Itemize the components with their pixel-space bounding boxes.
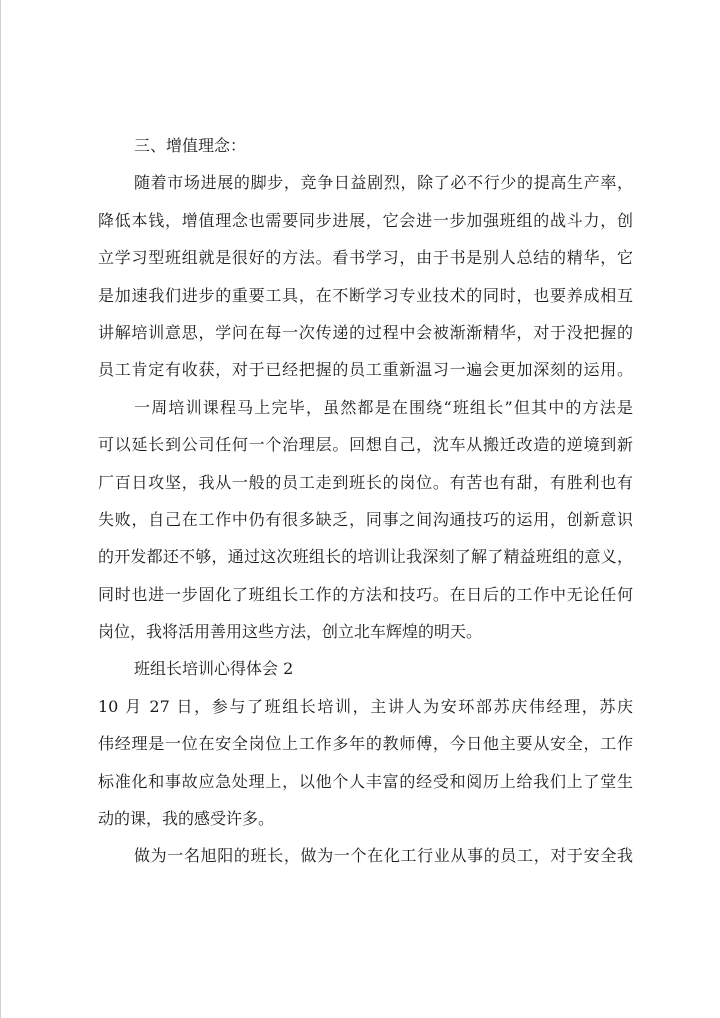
paragraph-line: 岗位，我将活用善用这些方法，创立北车辉煌的明天。: [98, 622, 483, 642]
paragraph-line: 伟经理是一位在安全岗位上工作多年的教师傅，今日他主要从安全，工作: [98, 734, 633, 754]
section-title: 班组长培训心得体会 2: [134, 659, 294, 679]
paragraph-line: 动的课，我的感受许多。: [98, 809, 275, 829]
document-body: [98, 127, 633, 875]
paragraph-line: 厂百日攻坚，我从一般的员工走到班长的岗位。有苦也有甜，有胜利也有: [98, 472, 633, 492]
paragraph-line: 随着市场进展的脚步，竞争日益剧烈，除了必不行少的提高生产率，: [134, 173, 633, 193]
paragraph-line: 可以延长到公司任何一个治理层。回想自己，沈车从搬迁改造的逆境到新: [98, 435, 633, 455]
paragraph-line: 降低本钱，增值理念也需要同步进展，它会进一步加强班组的战斗力，创: [98, 210, 633, 230]
paragraph-line: 10 月 27 日，参与了班组长培训，主讲人为安环部苏庆伟经理，苏庆: [98, 696, 633, 716]
paragraph-line: 做为一名旭阳的班长，做为一个在化工行业从事的员工，对于安全我: [134, 846, 633, 866]
paragraph-line: 讲解培训意思，学问在每一次传递的过程中会被渐渐精华，对于没把握的: [98, 322, 633, 342]
section-heading: 三、增值理念：: [134, 136, 247, 155]
paragraph-line: 一周培训课程马上完毕，虽然都是在围绕“班组长”但其中的方法是: [134, 397, 633, 417]
paragraph-line: 标准化和事故应急处理上，以他个人丰富的经受和阅历上给我们上了堂生: [98, 771, 633, 791]
paragraph-line: 员工肯定有收获，对于已经把握的员工重新温习一遍会更加深刻的运用。: [98, 360, 633, 380]
paragraph-line: 是加速我们进步的重要工具，在不断学习专业技术的同时，也要养成相互: [98, 285, 633, 305]
paragraph-line: 的开发都还不够，通过这次班组长的培训让我深刻了解了精益班组的意义，: [98, 547, 633, 567]
paragraph-line: 失败，自己在工作中仍有很多缺乏，同事之间沟通技巧的运用，创新意识: [98, 509, 633, 529]
paragraph-line: 立学习型班组就是很好的方法。看书学习，由于书是别人总结的精华，它: [98, 248, 633, 268]
paragraph-line: 同时也进一步固化了班组长工作的方法和技巧。在日后的工作中无论任何: [98, 584, 633, 604]
